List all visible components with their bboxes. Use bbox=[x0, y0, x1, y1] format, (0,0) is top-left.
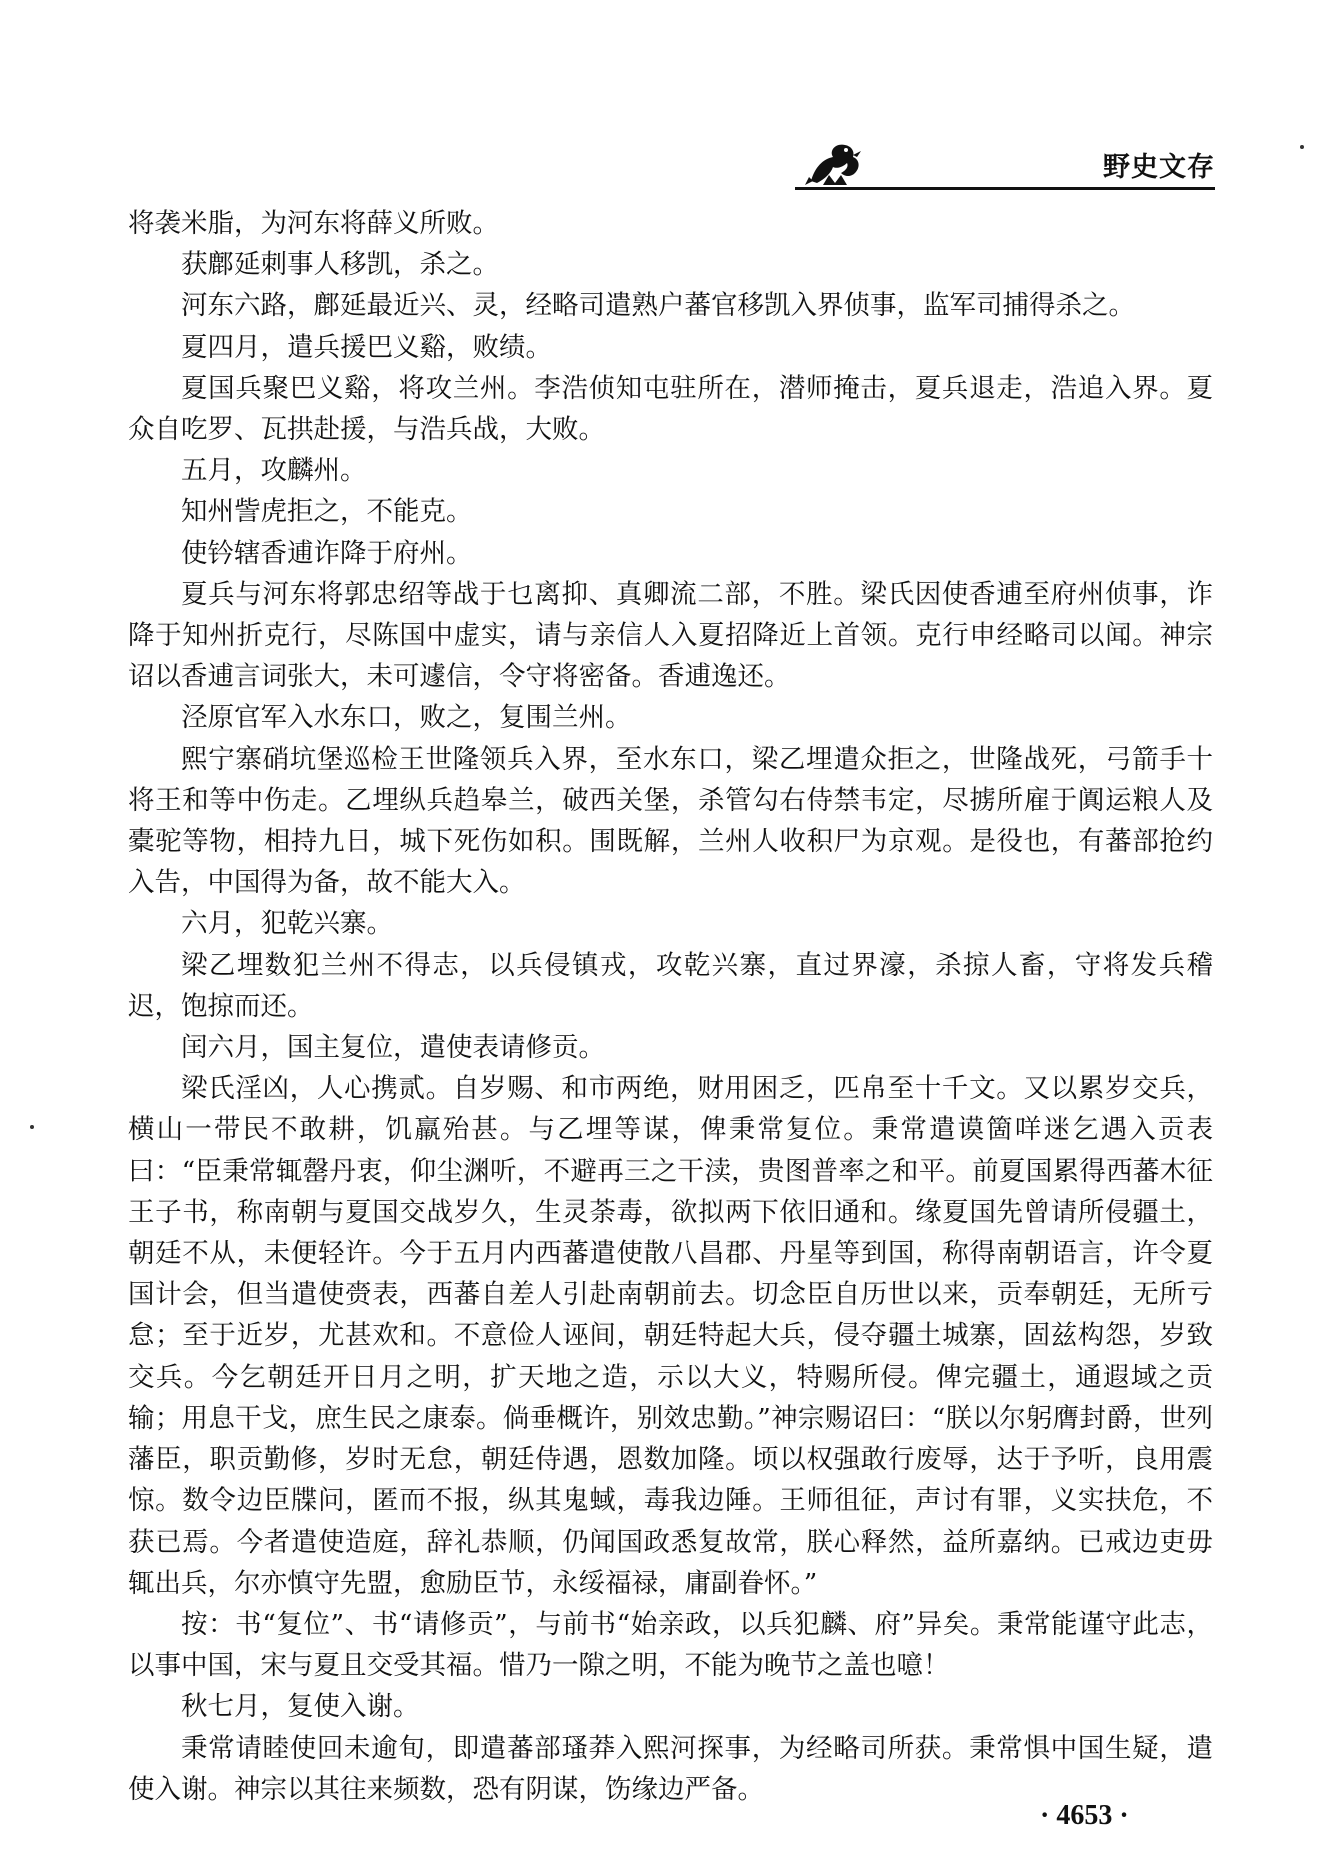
paragraph: 获鄜延刺事人移凯，杀之。 bbox=[181, 249, 499, 281]
paragraph: 六月，犯乾兴寨。 bbox=[181, 908, 393, 940]
paragraph: 知州訾虎拒之，不能克。 bbox=[181, 496, 473, 528]
paragraph: 泾原官军入水东口，败之，复围兰州。 bbox=[181, 702, 632, 734]
running-header bbox=[795, 135, 1215, 195]
paragraph: 五月，攻麟州。 bbox=[181, 455, 367, 487]
paragraph: 按：书“复位”、书“请修贡”，与前书“始亲政，以兵犯麟、府”异矣。秉常能谨守此志，以事中国，宋与夏且交受其福。惜乃一隙之明，不能为晚节之盖也噫！ bbox=[128, 1608, 1213, 1682]
scan-speck bbox=[1300, 145, 1304, 149]
paragraph: 使钤辖香逋诈降于府州。 bbox=[181, 537, 473, 569]
paragraph: 梁乙埋数犯兰州不得志，以兵侵镇戎，攻乾兴寨，直过界濠，杀掠人畜，守将发兵稽迟，饱掠而还。 bbox=[128, 949, 1213, 1022]
page-number: · 4653 · bbox=[1040, 1800, 1129, 1831]
paragraph: 秋七月，复使入谢。 bbox=[181, 1691, 420, 1723]
paragraph: 梁氏淫凶，人心携贰。自岁赐、和市两绝，财用困乏，匹帛至十千文。又以累岁交兵，横山一带民不敢耕，饥羸殆甚。与乙埋等谋，俾秉常复位。秉常遣谟箇咩迷乞遇入贡表曰：“臣秉常辄罄丹衷，仰尘渊听，不避再三之干渎，贵图普率之和平。前夏国累得西蕃木征王子书，称南朝与夏国交战岁久，生灵荼毒，欲拟两下依旧通和。缘夏国先曾请所侵疆土，朝廷不从，未便轻许。今于五月内西蕃遣使散八昌郡、丹星等到国，称得南朝语言，许令夏国计会，但当遣使赍表，西蕃自差人引赴南朝前去。切念臣自历世以来，贡奉朝廷，无所亏怠；至于近岁，尤甚欢和。不意俭人诬间，朝廷特起大兵，侵夺疆土城寨，固兹构怨，岁致交兵。今乞朝廷开日月之明，扩天地之造，示以大义，特赐所侵。俾完疆土，通遐域之贡输；用息干戈，庶生民之康泰。倘垂概许，别效忠勤。”神宗赐诏曰：“朕以尔躬膺封爵，世列藩臣，职贡勤修，岁时无怠，朝廷侍遇，恩数加隆。顷以权强敢行废辱，达于予听，良用震惊。数令边臣牒问，匿而不报，纵其鬼蜮，毒我边陲。王师徂征，声讨有罪，义实扶危，不获已焉。今者遣使造庭，辞礼恭顺，仍闻国政悉复故常，朕心释然，益所嘉纳。已戒边吏毋辄出兵，尔亦慎守先盟，愈励臣节，永绥福禄，庸副眷怀。” bbox=[128, 1073, 1213, 1599]
paragraph: 熙宁寨硝坑堡巡检王世隆领兵入界，至水东口，梁乙埋遣众拒之，世隆战死，弓箭手十将王和等中伤走。乙埋纵兵趋皋兰，破西关堡，杀管勾右侍禁韦定，尽掳所雇于阗运粮人及橐驼等物，相持九日，城下死伤如积。围既解，兰州人收积尸为京观。是役也，有蕃部抢约入告，中国得为备，故不能大入。 bbox=[128, 743, 1213, 899]
paragraph: 河东六路，鄜延最近兴、灵，经略司遣熟户蕃官移凯入界侦事，监军司捕得杀之。 bbox=[181, 290, 1135, 322]
paragraph: 夏四月，遣兵援巴义谿，败绩。 bbox=[181, 331, 552, 363]
paragraph: 夏兵与河东将郭忠绍等战于乜离抑、真卿流二部，不胜。梁氏因使香逋至府州侦事，诈降于知州折克行，尽陈国中虚实，请与亲信人入夏招降近上首领。克行申经略司以闻。神宗诏以香逋言词张大，未可遽信，令守将密备。香逋逸还。 bbox=[128, 578, 1213, 693]
paragraph: 闰六月，国主复位，遣使表请修贡。 bbox=[181, 1032, 605, 1064]
paragraph: 秉常请睦使回未逾旬，即遣蕃部瑵莽入熙河探事，为经略司所获。秉常惧中国生疑，遣使入谢。神宗以其往来频数，恐有阴谋，饬缘边严备。 bbox=[128, 1732, 1213, 1805]
page-body bbox=[128, 203, 1213, 1810]
header-rule bbox=[795, 187, 1215, 190]
dragon-emblem-icon bbox=[805, 137, 863, 189]
paragraph: 将袭米脂，为河东将薛义所败。 bbox=[128, 208, 499, 239]
series-title: 野史文存 bbox=[1103, 152, 1215, 183]
paragraph: 夏国兵聚巴义谿，将攻兰州。李浩侦知屯驻所在，潜师掩击，夏兵退走，浩追入界。夏众自吃罗、瓦拱赴援，与浩兵战，大败。 bbox=[128, 372, 1213, 446]
scan-speck bbox=[30, 1125, 34, 1129]
